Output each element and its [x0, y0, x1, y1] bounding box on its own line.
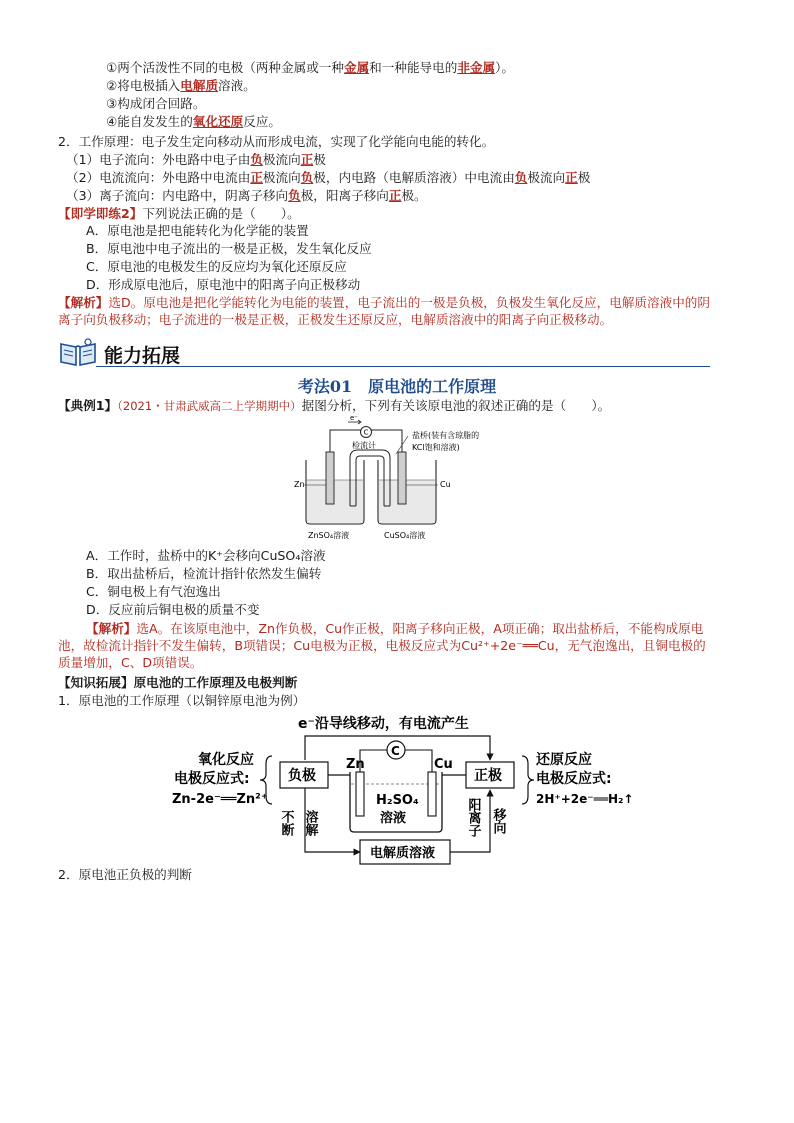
condition-2	[106, 77, 256, 94]
left-solution-label: ZnSO₄溶液	[308, 531, 350, 540]
galvanometer-label: 检流计	[352, 441, 376, 450]
salt-bridge-label-2: KCl饱和溶液)	[412, 443, 460, 452]
cu-electrode	[398, 452, 406, 504]
method-title: 考法01 原电池的工作原理	[297, 377, 497, 396]
left-solution	[307, 480, 363, 523]
condition-1	[106, 59, 514, 76]
p3-end: 极。	[401, 188, 427, 203]
p2-k1: 正	[250, 170, 263, 185]
cation-text: 阳离子	[465, 798, 481, 837]
condition-3: ③构成闭合回路。	[106, 96, 206, 111]
galvanometer-letter: C	[363, 428, 369, 437]
example-analysis	[58, 620, 718, 671]
p1-text: （1）电子流向：外电路中电子由	[66, 152, 251, 167]
principle-line-2	[66, 169, 590, 186]
right-equation: 2H⁺+2e⁻══H₂↑	[536, 792, 634, 806]
principle-line-1	[66, 151, 326, 168]
p2-k4: 正	[565, 170, 578, 185]
practice-question-text: 下列说法正确的是（ ）。	[142, 206, 300, 221]
principle-line-3	[66, 187, 427, 204]
keyword-electrolyte: 电解质	[180, 78, 219, 93]
p2-mid2: 极，内电路（电解质溶液）中电流由	[313, 170, 515, 185]
p2-text: （2）电流流向：外电路中电流由	[66, 170, 251, 185]
p2-k3: 负	[514, 170, 528, 185]
condition-4-text: ④能自发发生的	[106, 114, 193, 129]
example-question	[58, 397, 610, 415]
dissolve-text-1: 不断	[278, 810, 294, 836]
example-option-d: D．反应前后铜电极的质量不变	[86, 602, 260, 617]
section-rule	[96, 366, 710, 367]
example-tag: 【典例1】	[58, 398, 118, 413]
reduction-label: 还原反应	[536, 752, 592, 768]
practice-option-b: B．原电池中电子流出的一极是正极，发生氧化反应	[86, 241, 372, 256]
right-solution	[379, 480, 435, 523]
p3-text: （3）离子流向：内电路中，阴离子移向	[66, 188, 289, 203]
practice-analysis-text: 选D。原电池是把化学能转化为电能的装置，电子流出的一极是负极，负极发生氧化反应，电解质溶液中的阴离子向负极移动；电子流进的一极是正极，正极发生还原反应，电解质溶液中的阳离子向正极移动。	[58, 295, 710, 327]
book-icon	[58, 338, 98, 368]
p3-k1: 负	[288, 188, 301, 203]
p1-k2: 正	[300, 152, 314, 167]
move-text: 移向	[490, 808, 506, 834]
practice-analysis-tag: 【解析】	[58, 295, 109, 310]
p1-end: 极	[313, 152, 326, 167]
example-question-text: 据图分析，下列有关该原电池的叙述正确的是（ ）。	[301, 398, 611, 413]
principle-heading: 2．工作原理：电子发生定向移动从而形成电流，实现了化学能向电能的转化。	[58, 134, 495, 149]
p3-mid: 极，阳离子移向	[300, 188, 389, 203]
example-analysis-tag: 【解析】	[86, 621, 137, 636]
knowledge-item-1: 1．原电池的工作原理（以铜锌原电池为例）	[58, 693, 306, 708]
electrolyte-label: 电解质溶液	[370, 846, 436, 861]
positive-electrode-label: 正极	[474, 768, 502, 784]
galvanometer-letter-2: C	[391, 744, 400, 758]
right-solution-label: CuSO₄溶液	[384, 531, 426, 540]
knowledge-heading: 【知识拓展】原电池的工作原理及电极判断	[58, 675, 298, 690]
electron-label: e⁻	[350, 414, 359, 422]
example-source: （2021・甘肃武威高二上学期期中）	[117, 399, 302, 413]
practice-question	[58, 205, 300, 222]
salt-bridge-cell-figure	[288, 414, 498, 544]
p2-mid1: 极流向	[262, 170, 301, 185]
keyword-nonmetal: 非金属	[457, 60, 496, 75]
left-eq-label: 电极反应式:	[174, 771, 250, 787]
section-title: 能力拓展	[104, 345, 181, 367]
solution-formula: H₂SO₄	[376, 793, 419, 808]
p3-k2: 正	[388, 188, 402, 203]
salt-bridge-label: 盐桥(装有含琼脂的	[412, 431, 480, 440]
condition-1-mid: 和一种能导电的	[369, 60, 458, 75]
p2-k2: 负	[300, 170, 314, 185]
top-caption: e⁻沿导线移动，有电流产生	[298, 716, 469, 732]
right-eq-label: 电极反应式:	[536, 771, 612, 787]
example-option-a: A．工作时，盐桥中的K⁺会移向CuSO₄溶液	[86, 548, 326, 563]
working-principle-diagram	[160, 712, 640, 872]
practice-option-c: C．原电池的电极发生的反应均为氧化还原反应	[86, 259, 347, 274]
example-option-b: B．取出盐桥后，检流计指针依然发生偏转	[86, 566, 322, 581]
left-equation: Zn-2e⁻══Zn²⁺	[172, 792, 268, 807]
dissolve-text-2: 溶解	[302, 810, 318, 836]
condition-1-text: ①两个活泼性不同的电极（两种金属或一种	[106, 60, 344, 75]
cu-label: Cu	[440, 480, 451, 489]
zn-label: Zn	[294, 480, 305, 489]
cu-label-2: Cu	[434, 757, 453, 772]
section-header	[58, 338, 710, 370]
practice-analysis	[58, 294, 718, 328]
p1-k1: 负	[250, 152, 263, 167]
example-option-c: C．铜电极上有气泡逸出	[86, 584, 221, 599]
solution-word: 溶液	[380, 811, 407, 826]
condition-2-text: ②将电极插入	[106, 78, 181, 93]
practice-option-a: A．原电池是把电能转化为化学能的装置	[86, 223, 309, 238]
zn-electrode-2	[356, 772, 364, 816]
knowledge-item-2: 2．原电池正负极的判断	[58, 867, 192, 882]
condition-1-end: ）。	[495, 60, 514, 75]
cu-electrode-2	[428, 772, 436, 816]
keyword-metal: 金属	[343, 60, 370, 75]
oxidation-label: 氧化反应	[198, 752, 254, 768]
condition-4-end: 反应。	[243, 114, 282, 129]
practice-option-d: D．形成原电池后，原电池中的阳离子向正极移动	[86, 277, 361, 292]
negative-electrode-label: 负极	[288, 768, 316, 784]
example-analysis-text: 选A。在该原电池中，Zn作负极，Cu作正极，阳离子移向正极，A项正确；取出盐桥后，不能构成原电池，故检流计指针不发生偏转，B项错误；Cu电极为正极，电极反应式为Cu²⁺+2e⁻══Cu，无气泡逸出，且铜电极的质量增加，C、D项错误。	[58, 621, 706, 670]
practice-tag: 【即学即练2】	[58, 206, 143, 221]
zn-electrode	[326, 452, 334, 504]
keyword-redox: 氧化还原	[192, 114, 244, 129]
p2-end: 极	[577, 170, 591, 185]
condition-4	[106, 113, 281, 130]
zn-label-2: Zn	[346, 757, 365, 772]
condition-2-end: 溶液。	[218, 78, 256, 93]
p1-mid: 极流向	[262, 152, 301, 167]
p2-mid3: 极流向	[527, 170, 566, 185]
